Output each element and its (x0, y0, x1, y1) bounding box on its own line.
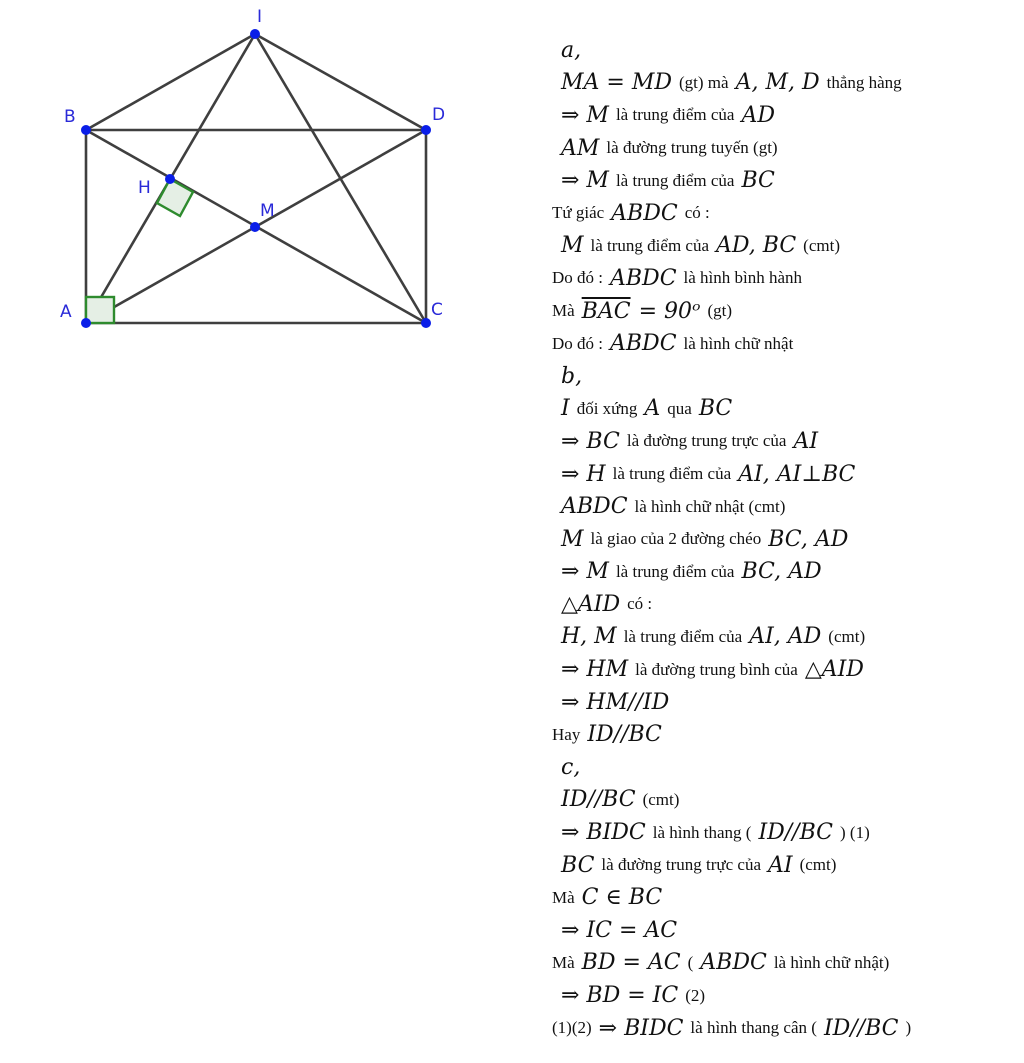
text-fragment: là trung điểm của (615, 105, 735, 125)
solution-line (549, 849, 1019, 882)
math-expression: ID//BC (758, 820, 833, 846)
solution-line (549, 164, 1019, 197)
figure-lines (86, 34, 426, 323)
text-fragment: (2) (685, 985, 706, 1005)
math-expression: ⇒ HM (561, 657, 629, 683)
solution-line (549, 393, 1019, 426)
math-expression: AI (768, 852, 793, 878)
point-B (81, 125, 91, 135)
solution-line (549, 784, 1019, 817)
math-expression: AD (741, 102, 775, 128)
point-M (250, 222, 260, 232)
point-I (250, 29, 260, 39)
text-fragment: đối xứng (576, 398, 638, 418)
point-H (165, 174, 175, 184)
solution-line (549, 881, 1019, 914)
angle-expression: $\overline{BAC}$ (581, 298, 631, 324)
math-expression: a, (561, 37, 582, 63)
math-expression: ⇒ BIDC (561, 820, 646, 846)
math-expression: △AID (561, 591, 621, 617)
point-D (421, 125, 431, 135)
solution-line (549, 262, 1019, 295)
solution-line (549, 132, 1019, 165)
math-expression: ID//BC (587, 722, 662, 748)
solution-line (549, 230, 1019, 263)
math-expression: ⇒ BC (561, 428, 620, 454)
math-expression: M (561, 233, 584, 259)
solution-line (549, 295, 1019, 328)
text-fragment: (cmt) (828, 626, 866, 646)
solution-line (549, 360, 1019, 393)
label-H: H (138, 178, 151, 198)
math-expression: ⇒ M (561, 168, 609, 194)
text-fragment: là đường trung tuyến (gt) (606, 138, 778, 158)
text-fragment: ) (905, 1018, 912, 1038)
math-expression: C ∈ BC (581, 885, 663, 911)
solution-line (549, 686, 1019, 719)
text-fragment: Do đó : (552, 333, 603, 353)
label-M: M (260, 201, 275, 221)
math-expression: ⇒ M (561, 102, 609, 128)
math-expression: ABDC (700, 950, 767, 976)
solution-line (549, 751, 1019, 784)
segment-IC (255, 34, 426, 323)
math-expression: BC (698, 396, 733, 422)
text-fragment: là trung điểm của (615, 170, 735, 190)
math-expression: b, (561, 363, 583, 389)
solution-line (549, 327, 1019, 360)
text-fragment: là trung điểm của (623, 626, 743, 646)
math-expression: AD, BC (716, 233, 797, 259)
solution-line (549, 458, 1019, 491)
text-fragment: (gt) mà (679, 72, 729, 92)
text-fragment: thẳng hàng (826, 72, 902, 92)
math-expression: AI, AD (749, 624, 822, 650)
text-fragment: qua (667, 398, 692, 418)
math-expression: △AID (804, 657, 864, 683)
text-fragment: (gt) (707, 301, 733, 321)
text-fragment: ) (1) (840, 822, 870, 842)
text-fragment: Mà (552, 301, 575, 321)
math-expression: ABDC (610, 331, 677, 357)
solution-line (549, 67, 1019, 100)
text-fragment: là hình chữ nhật) (773, 952, 890, 972)
text-fragment: là trung điểm của (590, 235, 710, 255)
label-C: C (431, 300, 443, 320)
text-fragment: Tứ giác (552, 203, 605, 223)
math-expression: ⇒ H (561, 461, 606, 487)
math-expression: I (561, 396, 570, 422)
segment-ID (255, 34, 426, 130)
text-fragment: là đường trung trực của (626, 431, 787, 451)
solution-line (549, 1012, 1019, 1045)
math-expression: A (644, 396, 661, 422)
text-fragment: là trung điểm của (615, 561, 735, 581)
figure-points (81, 29, 431, 328)
text-fragment: (cmt) (803, 235, 840, 255)
text-fragment: là hình bình hành (683, 268, 803, 288)
text-fragment: ( (687, 952, 694, 972)
text-fragment: Mà (552, 887, 575, 907)
text-fragment: là đường trung trực của (601, 855, 762, 875)
label-B: B (64, 107, 76, 127)
math-expression: BD = AC (581, 950, 681, 976)
text-fragment: là hình thang cân ( (690, 1018, 817, 1038)
text-fragment: (cmt) (642, 789, 680, 809)
math-expression: ID//BC (561, 787, 636, 813)
label-D: D (432, 105, 446, 125)
solution-line (549, 947, 1019, 980)
solution-line (549, 653, 1019, 686)
solution-line (549, 99, 1019, 132)
math-expression: MA = MD (561, 70, 672, 96)
math-expression: BC, AD (741, 559, 822, 585)
point-A (81, 318, 91, 328)
solution-line (549, 718, 1019, 751)
solution-line (549, 588, 1019, 621)
math-expression: BC (561, 852, 595, 878)
solution-text (549, 34, 1019, 1044)
solution-line (549, 979, 1019, 1012)
math-expression: ⇒ BIDC (598, 1015, 684, 1041)
math-expression: BC (741, 168, 775, 194)
label-A: A (60, 302, 72, 322)
solution-line (549, 523, 1019, 556)
math-expression: ABDC (611, 200, 678, 226)
right-angle-mark-H (157, 179, 193, 216)
right-angle-mark-A (86, 297, 114, 323)
solution-line (549, 197, 1019, 230)
solution-line (549, 621, 1019, 654)
text-fragment: là đường trung bình của (635, 659, 798, 679)
math-expression: = 90ᵒ (638, 298, 701, 324)
text-fragment: là hình thang ( (652, 822, 752, 842)
text-fragment: (1)(2) (552, 1018, 592, 1038)
text-fragment: Hay (552, 724, 581, 744)
point-C (421, 318, 431, 328)
solution-line (549, 816, 1019, 849)
math-expression: ⇒ M (561, 559, 609, 585)
math-expression: ABDC (610, 265, 677, 291)
math-expression: AM (561, 135, 600, 161)
solution-line (549, 34, 1019, 67)
math-expression: M (561, 526, 584, 552)
text-fragment: có : (684, 203, 710, 223)
label-I: I (257, 7, 263, 27)
math-expression: AI (793, 428, 819, 454)
text-fragment: Mà (552, 952, 575, 972)
math-expression: c, (561, 754, 581, 780)
text-fragment: là giao của 2 đường chéo (590, 529, 762, 549)
solution-line (549, 914, 1019, 947)
text-fragment: có : (627, 594, 653, 614)
text-fragment: là trung điểm của (612, 464, 732, 484)
geometry-figure (40, 0, 480, 360)
math-expression: ⇒ HM//ID (561, 689, 670, 715)
text-fragment: là hình chữ nhật (683, 333, 794, 353)
text-fragment: (cmt) (799, 855, 837, 875)
math-expression: H, M (561, 624, 617, 650)
segment-IB (86, 34, 255, 130)
math-expression: ⇒ BD = IC (561, 983, 679, 1009)
math-expression: BC, AD (768, 526, 849, 552)
text-fragment: Do đó : (552, 268, 603, 288)
math-expression: ABDC (561, 494, 628, 520)
math-expression: ID//BC (823, 1015, 899, 1041)
math-expression: A, M, D (735, 70, 820, 96)
solution-line (549, 425, 1019, 458)
math-expression: ⇒ IC = AC (561, 917, 678, 943)
text-fragment: là hình chữ nhật (cmt) (634, 496, 786, 516)
math-expression: AI, AI⊥BC (738, 461, 856, 487)
solution-line (549, 556, 1019, 589)
solution-line (549, 490, 1019, 523)
